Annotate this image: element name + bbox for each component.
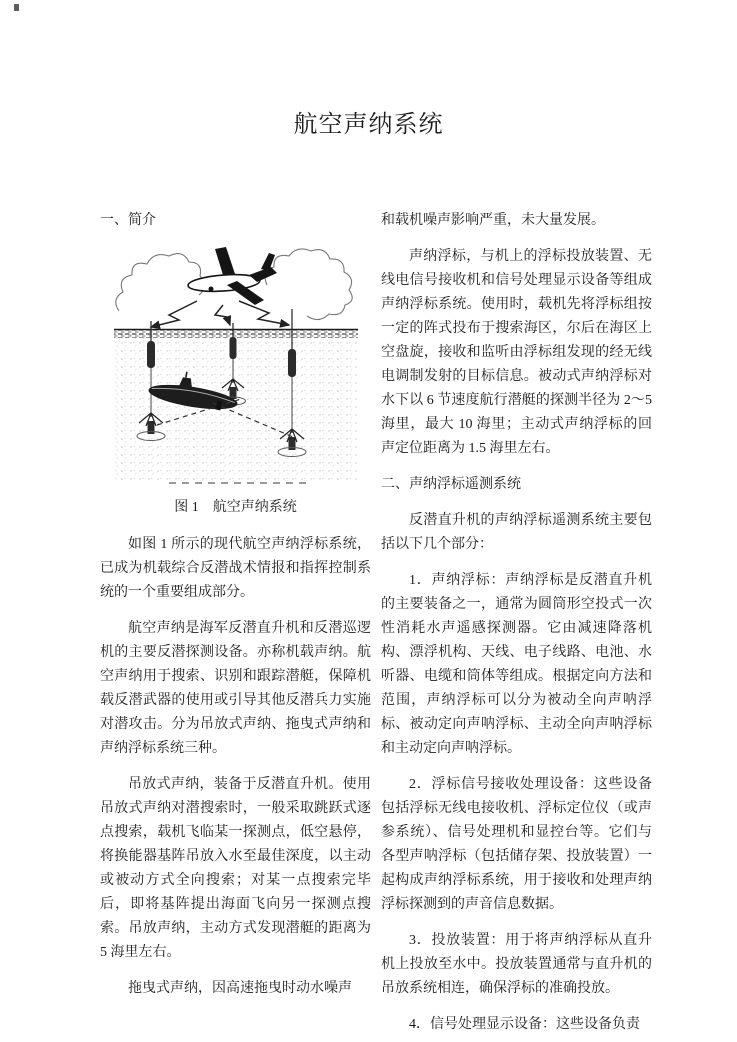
paragraph-continuation: 和载机噪声影响严重，未大量发展。: [381, 213, 605, 229]
radio-signal-arrow-right: [239, 301, 289, 325]
right-column: [381, 209, 652, 1042]
paragraph: 如图 1 所示的现代航空声纳浮标系统，已成为机载综合反潜战术情报和指挥控制系统的一个重要组成部分。: [100, 537, 371, 601]
aircraft-icon: [187, 247, 276, 305]
paragraph: 声纳浮标，与机上的浮标投放装置、无线电信号接收机和信号处理显示设备等组成声纳浮标系统。使用时，载机先将浮标组按一定的阵式投布于搜索海区，尔后在海区上空盘旋，接收和监听由浮标组发现的经无线电调制发射的目标信息。被动式声纳浮标对水下以 6 节速度航行潜艇的探测半径为 2～5 海里，最大 10 海里；主动式声纳浮标的回声定位距离为 1.5 海里左右。: [381, 249, 652, 457]
page-title: 航空声纳系统: [293, 112, 444, 139]
list-item: 4．信号处理显示设备：这些设备负责: [409, 1017, 640, 1033]
figure1-illustration: [111, 245, 361, 491]
figure-caption: 图 1 航空声纳系统: [174, 500, 297, 516]
list-item: 3．投放装置：用于将声纳浮标从直升机上投放至水中。投放装置通常与直升机的吊放系统相连，确保浮标的准确投放。: [381, 933, 652, 997]
section-heading-intro: 一、简介: [100, 213, 156, 229]
list-item: 1．声纳浮标：声纳浮标是反潜直升机的主要装备之一，通常为圆筒形空投式一次性消耗水声遥感探测器。它由减速降落机构、漂浮机构、天线、电子线路、电池、水听器、电缆和筒体等组成。根据定向方法和范围，声纳浮标可以分为被动全向声呐浮标、被动定向声呐浮标、主动全向声呐浮标和主动定向声呐浮标。: [381, 573, 652, 757]
list-item: 2．浮标信号接收处理设备：这些设备包括浮标无线电接收机、浮标定位仪（或声参系统）、信号处理机和显控台等。它们与各型声呐浮标（包括储存架、投放装置）一起构成声纳浮标系统，用于接收和处理声纳浮标探测到的声音信息数据。: [381, 777, 652, 913]
cloud-right-icon: [265, 249, 352, 320]
scan-artifact: [14, 4, 19, 11]
two-column-layout: [0, 155, 737, 1042]
paragraph: 反潜直升机的声纳浮标遥测系统主要包括以下几个部分：: [381, 513, 652, 553]
section-heading-telemetry: 二、声纳浮标遥测系统: [381, 477, 521, 493]
figure-1: [100, 245, 371, 519]
radio-signal-arrow-left: [151, 301, 197, 327]
paragraph: 吊放式声纳，装备于反潜直升机。使用吊放式声纳对潜搜索时，一般采取跳跃式逐点搜索，载机飞临某一探测点，低空悬停，将换能器基阵吊放入水至最佳深度，以主动或被动方式全向搜索；对某一点搜索完毕后，即将基阵提出海面飞向另一探测点搜索。吊放声纳，主动方式发现潜艇的距离为 5 海里左右。: [100, 777, 371, 961]
left-column: [100, 209, 371, 1042]
radio-signal-arrow-middle: [215, 305, 230, 325]
paragraph: 航空声纳是海军反潜直升机和反潜巡逻机的主要反潜探测设备。亦称机载声纳。航空声纳用于搜索、识别和跟踪潜艇，保障机载反潜武器的使用或引导其他反潜兵力实施对潜攻击。分为吊放式声纳、拖曳式声纳和声纳浮标系统三种。: [100, 621, 371, 757]
paragraph: 拖曳式声纳，因高速拖曳时动水噪声: [128, 981, 352, 997]
